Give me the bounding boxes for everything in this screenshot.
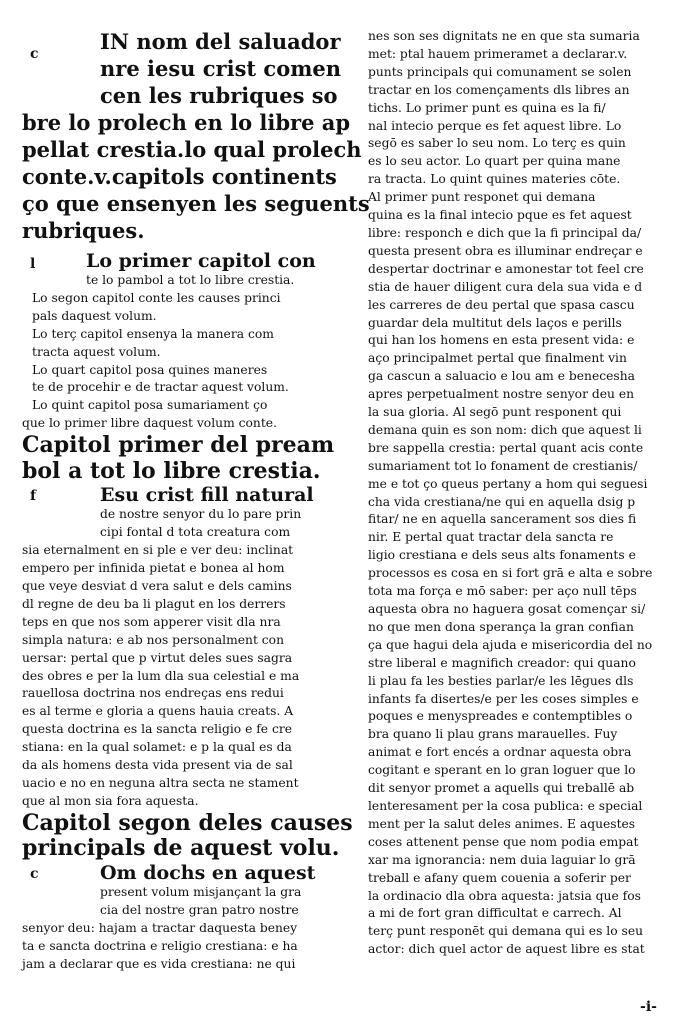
text-line: actor: dich quel actor de aquest libre es stat: [368, 942, 645, 957]
text-line: Al primer punt responet qui demana: [368, 190, 596, 205]
text-line: nir. E pertal quat tractar dela sancta re: [368, 530, 614, 545]
text-line: bra quano li plau grans marauelles. Fuy: [368, 727, 618, 742]
text-line: empero per infinida pietat e bonea al hom: [22, 561, 285, 576]
text-line: a mi de fort gran difficultat e carrech. Al: [368, 906, 622, 921]
text-line: uersar: pertal que p virtut deles sues sagra: [22, 650, 293, 665]
text-line: li plau fa les besties parlar/e les lēgues dls: [368, 673, 634, 688]
rubric-line: Lo quart capitol posa quines maneres: [32, 362, 268, 377]
chapter-text: [22, 862, 330, 974]
text-line: ga cascun a saluacio e lou am e benecesha: [368, 369, 635, 384]
text-line: Om dochs en aquest: [100, 861, 316, 884]
text-line: aquesta obra no haguera gosat començar si/: [368, 602, 646, 616]
text-line: demana quin es son nom: dich que aquest li: [368, 422, 642, 437]
text-line: sumariament tot lo fonament de crestianis/: [368, 458, 638, 473]
text-line: ta e sancta doctrina e religio crestiana: e ha: [22, 938, 298, 953]
text-line: despertar doctrinar e amonestar tot feel cre: [368, 261, 644, 276]
text-line: que al mon sia fora aquesta.: [22, 793, 199, 808]
text-line: lenteresament per la cosa publica: e special: [368, 798, 643, 813]
text-line: dl regne de deu ba li plagut en los derrers: [22, 596, 286, 611]
rubric-line: tracta aquest volum.: [32, 344, 161, 359]
text-line: rauellosa doctrina nos endreças ens redui: [22, 686, 284, 701]
text-line: libre: responch e dich que la fi principal da/: [368, 225, 642, 240]
text-line: present volum misjançant la gra: [100, 884, 302, 899]
text-line: des obres e per la lum dla sua celestial e ma: [22, 668, 300, 683]
right-column-text: [368, 28, 660, 959]
text-line: es lo seu actor. Lo quart per quina mane: [368, 154, 621, 169]
text-line: poques e menyspreades e contemptibles o: [368, 709, 633, 724]
text-line: de nostre senyor du lo pare prin: [100, 507, 302, 522]
text-line: terç punt responēt qui demana qui es lo seu: [368, 924, 644, 939]
incipit-line: bre lo prolech en lo libre ap: [22, 110, 351, 135]
text-line: cha vida crestiana/ne qui en aquella dsig p: [368, 494, 636, 509]
text-line: es al terme e gloria a quens hauia creats. A: [22, 704, 294, 719]
text-line: punts principals qui comunament se solen: [368, 64, 632, 79]
rubric-line: pals daquest volum.: [32, 308, 157, 323]
text-line: jam a declarar que es vida crestiana: ne qui: [22, 956, 296, 971]
text-line: me e tot ço queus pertany a hom qui seguesi: [368, 476, 648, 491]
text-line: met: ptal hauem primeramet a declarar.v.: [368, 46, 628, 61]
margin-marker: l: [30, 256, 36, 272]
incipit-line: pellat crestia.lo qual prolech: [22, 137, 362, 162]
incipit-line: ço que ensenyen les seguents: [22, 191, 370, 216]
text-line: questa doctrina es la sancta religio e fe cre: [22, 722, 293, 737]
text-line: da als homens desta vida present via de sal: [22, 758, 293, 773]
text-line: guardar dela multitut dels laços e perills: [368, 315, 622, 330]
text-line: que veye desviat d vera salut e dels camins: [22, 578, 292, 593]
margin-marker: f: [30, 488, 37, 505]
text-line: stiana: en la qual solamet: e p la qual es da: [22, 740, 292, 755]
text-line: la ordinacio dla obra aquesta: jatsia que fos: [368, 888, 641, 903]
chapter-heading-line: Capitol primer del pream: [22, 432, 335, 459]
text-line: simpla natura: e ab nos personalment con: [22, 632, 285, 647]
text-line: Esu crist fill natural: [100, 484, 314, 507]
margin-marker: c: [30, 46, 39, 62]
incipit-line: cen les rubriques so: [100, 83, 338, 108]
text-line: animat e fort encés a ordnar aquesta obra: [368, 745, 632, 760]
chapter-heading: [22, 809, 353, 862]
chapter-heading-line: principals de aquest volu.: [22, 835, 340, 862]
text-line: sia eternalment en si ple e ver deu: inclinat: [22, 543, 294, 558]
text-line: stre liberal e magnifich creador: qui quano: [368, 655, 636, 670]
chapter-heading: [22, 432, 335, 484]
left-column: [22, 28, 370, 973]
text-line: no que men dona sperança la gran confian: [368, 619, 634, 634]
text-line: la sua gloria. Al segō punt responent qui: [368, 405, 622, 420]
text-line: ligio crestiana e dels seus alts fonaments e: [368, 548, 636, 563]
text-line: processos es cosa en si fort grā e alta e sobre: [368, 566, 653, 581]
text-line: nes son ses dignitats ne en que sta sumaria: [368, 29, 640, 43]
text-line: apres perpetualment nostre senyor deu en: [368, 387, 635, 402]
folio-number: -i-: [640, 999, 657, 1015]
right-column: [368, 28, 660, 959]
text-line: infants fa disertes/e per les coses simples e: [368, 691, 639, 706]
text-line: cipi fontal d tota creatura com: [100, 525, 291, 540]
rubric-line: Lo primer capitol con: [86, 250, 316, 272]
text-line: cia del nostre gran patro nostre: [100, 902, 299, 917]
rubric-line: Lo terç capitol ensenya la manera com: [32, 326, 274, 341]
text-line: tractar en los començaments dls libres an: [368, 82, 630, 97]
text-line: quina es la final intecio pque es fet aquest: [368, 208, 632, 223]
incipit-line: nre iesu crist comen: [100, 56, 342, 81]
text-line: segō es saber lo seu nom. Lo terç es quin: [368, 136, 626, 151]
rubric-line: te de procehir e de tractar aquest volum.: [32, 380, 289, 395]
margin-marker: c: [30, 865, 39, 882]
text-line: les carreres de deu pertal que spasa cascu: [368, 297, 635, 312]
text-line: senyor deu: hajam a tractar daquesta beney: [22, 920, 298, 935]
rubric-list: [22, 250, 330, 433]
chapter-heading-line: Capitol segon deles causes: [22, 809, 353, 836]
chapter-text: [22, 484, 330, 810]
text-line: treball e afany quem couenia a soferir per: [368, 870, 631, 885]
text-line: xar ma ignorancia: nem duia laguiar lo grā: [368, 852, 636, 867]
incipit-line: IN nom del saluador: [100, 29, 341, 54]
text-line: ra tracta. Lo quint quines materies cōte.: [368, 172, 621, 187]
incipit: [22, 28, 370, 244]
incipit-line: rubriques.: [22, 218, 145, 243]
text-line: ment per la salut deles animes. E aquestes: [368, 816, 636, 831]
text-line: stia de hauer diligent cura dela sua vida e d: [368, 279, 643, 294]
text-line: questa present obra es illuminar endreçar e: [368, 243, 643, 258]
text-line: aço principalmet pertal que finalment vin: [368, 351, 627, 366]
incipit-line: conte.v.capitols continents: [22, 164, 337, 189]
text-line: ça que hagui dela ajuda e misericordia del no: [368, 637, 653, 652]
text-line: dit senyor promet a aquells qui treballē ab: [368, 781, 635, 796]
rubric-line: que lo primer libre daquest volum conte.: [22, 416, 277, 431]
text-line: coses attenent pense que nom podia empat: [368, 834, 639, 849]
text-line: teps en que nos som apperer visit dla nra: [22, 614, 281, 629]
text-line: cogitant e sperant en lo gran loguer que lo: [368, 763, 636, 778]
rubric-line: Lo segon capitol conte les causes princi: [32, 290, 281, 305]
text-line: nal intecio perque es fet aquest libre. Lo: [368, 118, 622, 133]
text-line: uacio e no en neguna altra secta ne stament: [22, 775, 299, 790]
text-line: qui han los homens en esta present vida: e: [368, 333, 635, 348]
text-line: tota ma força e mō saber: per aço null tēps: [368, 584, 637, 599]
rubric-line: te lo pambol a tot lo libre crestia.: [86, 273, 295, 287]
text-line: bre sappella crestia: pertal quant acis conte: [368, 440, 644, 455]
text-line: fitar/ ne en aquella sancerament sos dies fi: [368, 512, 637, 527]
text-line: tichs. Lo primer punt es quina es la fi/: [368, 100, 606, 115]
rubric-line: Lo quint capitol posa sumariament ço: [32, 398, 268, 413]
chapter-heading-line: bol a tot lo libre crestia.: [22, 457, 321, 484]
